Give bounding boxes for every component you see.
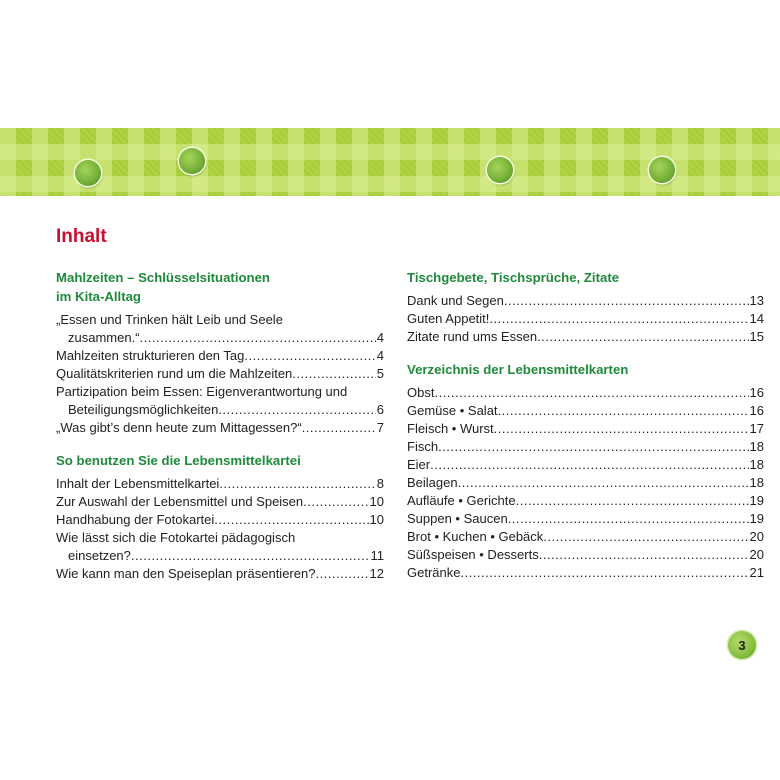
dot-leader [302, 419, 376, 437]
dot-leader [218, 401, 375, 419]
toc-page-number: 20 [749, 529, 764, 544]
dot-leader [539, 546, 749, 564]
toc-entry-label: Suppen • Saucen [407, 511, 508, 526]
dot-leader [504, 292, 749, 310]
dot-leader [131, 547, 370, 565]
toc-entry-eier[interactable] [407, 456, 764, 474]
dot-leader [516, 492, 749, 510]
dot-leader [303, 493, 368, 511]
toc-entry-label: Getränke [407, 565, 461, 580]
toc-entry-label: „Was gibt’s denn heute zum Mittagessen?“ [56, 420, 302, 435]
toc-page-number: 11 [370, 548, 384, 563]
toc-entry-fleisch-wurst[interactable] [407, 420, 764, 438]
toc-page-number: 17 [749, 421, 764, 436]
toc-entry-zitate-rund-ums-essen[interactable] [407, 328, 764, 346]
toc-entry-label: einsetzen? [68, 548, 131, 563]
toc-entry-label: Aufläufe • Gerichte [407, 493, 516, 508]
toc-entry-wie-laesst-sich-die-fotokartei-paedagogi[interactable] [56, 547, 384, 565]
toc-entry-obst[interactable] [407, 384, 764, 402]
toc-page-number: 21 [749, 565, 764, 580]
dot-leader [460, 564, 748, 582]
toc-page-number: 6 [376, 402, 384, 417]
toc-entry-label: Brot • Kuchen • Gebäck [407, 529, 544, 544]
section-heading: So benutzen Sie die Lebensmittelkartei [56, 453, 301, 468]
toc-page-number: 12 [369, 566, 384, 581]
toc-entry-label: Mahlzeiten strukturieren den Tag [56, 348, 245, 363]
toc-entry-label: Guten Appetit! [407, 311, 490, 326]
toc-entry-partizipation-beim-essen-eigenverantwort[interactable] [56, 401, 384, 419]
toc-entry-label: Qualitätskriterien rund um die Mahlzeiten [56, 366, 293, 381]
toc-entry-handhabung-der-fotokartei[interactable] [56, 511, 384, 529]
dot-leader [543, 528, 748, 546]
toc-entry-label: Beteiligungsmöglichkeiten [68, 402, 219, 417]
banner-dot-1 [75, 160, 101, 186]
toc-page-number: 18 [749, 457, 764, 472]
dot-leader [498, 402, 749, 420]
toc-entry-label: Beilagen [407, 475, 458, 490]
toc-entry-label: Inhalt der Lebensmittelkartei [56, 476, 220, 491]
banner-dot-3 [487, 157, 513, 183]
toc-page-number: 15 [749, 329, 764, 344]
toc-page-number: 4 [376, 348, 384, 363]
toc-entry-text: Wie lässt sich die Fotokartei pädagogisch [56, 530, 296, 545]
toc-page-number: 16 [749, 385, 764, 400]
toc-entry-label: zusammen.“ [68, 330, 140, 345]
dot-leader [219, 475, 375, 493]
toc-page-number: 8 [376, 476, 384, 491]
toc-entry-getraenke[interactable] [407, 564, 764, 582]
dot-leader [438, 438, 748, 456]
toc-entry-gemuese-salat[interactable] [407, 402, 764, 420]
dot-leader [140, 329, 376, 347]
toc-entry-label: Handhabung der Fotokartei [56, 512, 215, 527]
section-heading: im Kita-Alltag [56, 289, 141, 304]
toc-entry-guten-appetit[interactable] [407, 310, 764, 328]
toc-page-number: 7 [376, 420, 384, 435]
toc-entry-label: Süßspeisen • Desserts [407, 547, 539, 562]
toc-page-number: 10 [369, 512, 384, 527]
dot-leader [537, 328, 748, 346]
dot-leader [315, 565, 368, 583]
toc-entry-label: Eier [407, 457, 431, 472]
checkered-banner [0, 128, 780, 196]
toc-entry-wie-kann-man-den-speiseplan-praesentiere[interactable] [56, 565, 384, 583]
dot-leader [508, 510, 749, 528]
toc-page-number: 19 [749, 511, 764, 526]
toc-right-column [407, 268, 764, 582]
toc-entry-qualitaetskriterien-rund-um-die-mahlzeit[interactable] [56, 365, 384, 383]
section-heading: Mahlzeiten – Schlüsselsituationen [56, 270, 270, 285]
toc-page-number: 16 [749, 403, 764, 418]
section-heading: Tischgebete, Tischsprüche, Zitate [407, 270, 620, 285]
toc-entry-label: Dank und Segen [407, 293, 504, 308]
dot-leader [244, 347, 375, 365]
page-title: Inhalt [56, 226, 107, 247]
toc-page-number: 18 [749, 439, 764, 454]
dot-leader [214, 511, 368, 529]
toc-entry-suessspeisen-desserts[interactable] [407, 546, 764, 564]
dot-leader [292, 365, 375, 383]
toc-entry-label: Zur Auswahl der Lebensmittel und Speisen [56, 494, 304, 509]
page-number-badge: 3 [728, 631, 756, 659]
toc-page-number: 4 [376, 330, 384, 345]
dot-leader [434, 384, 748, 402]
toc-page-number: 14 [749, 311, 764, 326]
banner-dot-2 [179, 148, 205, 174]
toc-entry-was-gibt-s-denn-heute-zum-mittagessen[interactable] [56, 419, 384, 437]
banner-dot-4 [649, 157, 675, 183]
dot-leader [458, 474, 749, 492]
section-heading: Verzeichnis der Lebensmittelkarten [407, 362, 629, 377]
toc-entry-text: „Essen und Trinken hält Leib und Seele [56, 312, 283, 327]
toc-entry-label: Obst [407, 385, 435, 400]
toc-entry-essen-und-trinken-haelt-leib-und-seele[interactable] [56, 329, 384, 347]
toc-page-number: 20 [749, 547, 764, 562]
dot-leader [430, 456, 748, 474]
toc-entry-brot-kuchen-gebaeck[interactable] [407, 528, 764, 546]
toc-entry-label: Gemüse • Salat [407, 403, 498, 418]
toc-left-column [56, 268, 384, 583]
toc-entry-mahlzeiten-strukturieren-den-tag[interactable] [56, 347, 384, 365]
toc-entry-label: Fisch [407, 439, 439, 454]
toc-page-number: 13 [749, 293, 764, 308]
toc-entry-fisch[interactable] [407, 438, 764, 456]
toc-entry-dank-und-segen[interactable] [407, 292, 764, 310]
toc-page-number: 19 [749, 493, 764, 508]
toc-entry-label: Fleisch • Wurst [407, 421, 494, 436]
toc-entry-label: Wie kann man den Speiseplan präsentieren? [56, 566, 316, 581]
toc-entry-beilagen[interactable] [407, 474, 764, 492]
toc-entry-text: Partizipation beim Essen: Eigenverantwortung und [56, 384, 348, 399]
toc-entry-zur-auswahl-der-lebensmittel-und-speisen[interactable] [56, 493, 384, 511]
toc-entry-inhalt-der-lebensmittelkartei[interactable] [56, 475, 384, 493]
dot-leader [494, 420, 749, 438]
toc-entry-auflaeufe-gerichte[interactable] [407, 492, 764, 510]
toc-entry-suppen-saucen[interactable] [407, 510, 764, 528]
toc-page-number: 18 [749, 475, 764, 490]
toc-page-number: 10 [369, 494, 384, 509]
dot-leader [489, 310, 748, 328]
toc-entry-label: Zitate rund ums Essen [407, 329, 538, 344]
toc-page-number: 5 [376, 366, 384, 381]
